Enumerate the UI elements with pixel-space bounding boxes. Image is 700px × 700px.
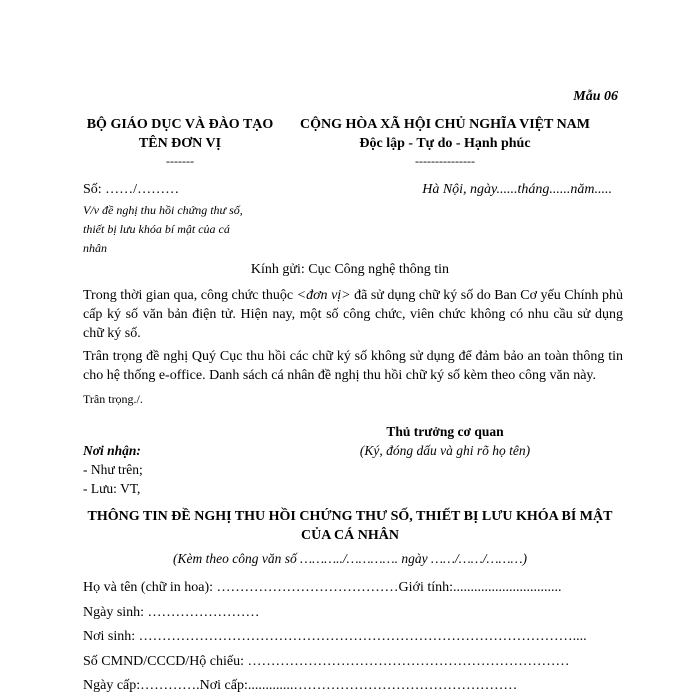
place-date: Hà Nội, ngày......tháng......năm..... [422,182,612,197]
right-header-rule: --------------- [415,154,475,168]
subject-line-2: thiết bị lưu khóa bí mật của cá [83,222,230,236]
unit-name: TÊN ĐƠN VỊ [138,136,222,151]
left-header [80,115,280,169]
field-full-name: Họ và tên (chữ in hoa): …………………………………Giới tính:............................... [83,580,562,595]
recipients-item-2: - Lưu: VT, [83,481,141,496]
paragraph-2: Trân trọng đề nghị Quý Cục thu hồi các chữ ký số không sử dụng để đảm bảo an toàn thông tin cho hệ thống e-office. Danh sách cá nhân đề nghị thu hồi chữ ký số kèm theo công văn này. [83,349,623,383]
ministry-name: BỘ GIÁO DỤC VÀ ĐÀO TẠO [86,117,274,132]
signature-block [340,422,550,460]
recipients-item-1: - Như trên; [83,462,143,477]
annex-title-line-1: THÔNG TIN ĐỀ NGHỊ THU HỒI CHỨNG THƯ SỐ, THIẾT BỊ LƯU KHÓA BÍ MẬT [87,509,613,524]
field-issue-info: Ngày cấp:………….Nơi cấp:.............………………………………………… [83,678,518,693]
subject [83,201,243,258]
closing: Trân trọng./. [83,392,143,406]
paragraph-1-after: đã sử dụng chữ ký số do Ban Cơ yếu Chính phủ cấp ký số văn bản điện tử. Hiện nay, một số công chức, viên chức không có nhu cầu sử dụng chữ ký số. [83,288,623,341]
national-motto: Độc lập - Tự do - Hạnh phúc [359,136,531,151]
signature-title: Thủ trưởng cơ quan [386,424,504,439]
recipients-label: Nơi nhận: [83,443,141,458]
paragraph-1-before: Trong thời gian qua, công chức thuộc [83,288,297,303]
unit-placeholder: <đơn vị> [296,288,351,303]
annex-title-line-2: CỦA CÁ NHÂN [301,528,399,543]
left-header-rule: ------- [166,154,194,168]
subject-line-3: nhân [83,241,107,255]
signature-note: (Ký, đóng dấu và ghi rõ họ tên) [359,443,531,458]
right-header [295,115,595,169]
recipient-line: Kính gửi: Cục Công nghệ thông tin [250,262,450,277]
recipients-block [83,441,143,498]
annex-fields [83,576,587,699]
form-code: Mẫu 06 [573,89,618,104]
annex-subtitle: (Kèm theo công văn số ………../…………. ngày ……/……/………) [172,551,527,566]
field-date-of-birth: Ngày sinh: …………………… [83,604,260,620]
document-number: Số: ……/……… [83,182,180,197]
field-place-of-birth: Nơi sinh: ………………………………………………………………………………….... [83,629,587,644]
annex-title [0,507,700,545]
field-id-number: Số CMND/CCCD/Hộ chiếu: …………………………………………………………… [83,653,570,669]
country-name: CỘNG HÒA XÃ HỘI CHỦ NGHĨA VIỆT NAM [299,117,590,132]
subject-line-1: V/v đề nghị thu hồi chứng thư số, [83,203,243,217]
paragraph-1 [83,286,623,343]
